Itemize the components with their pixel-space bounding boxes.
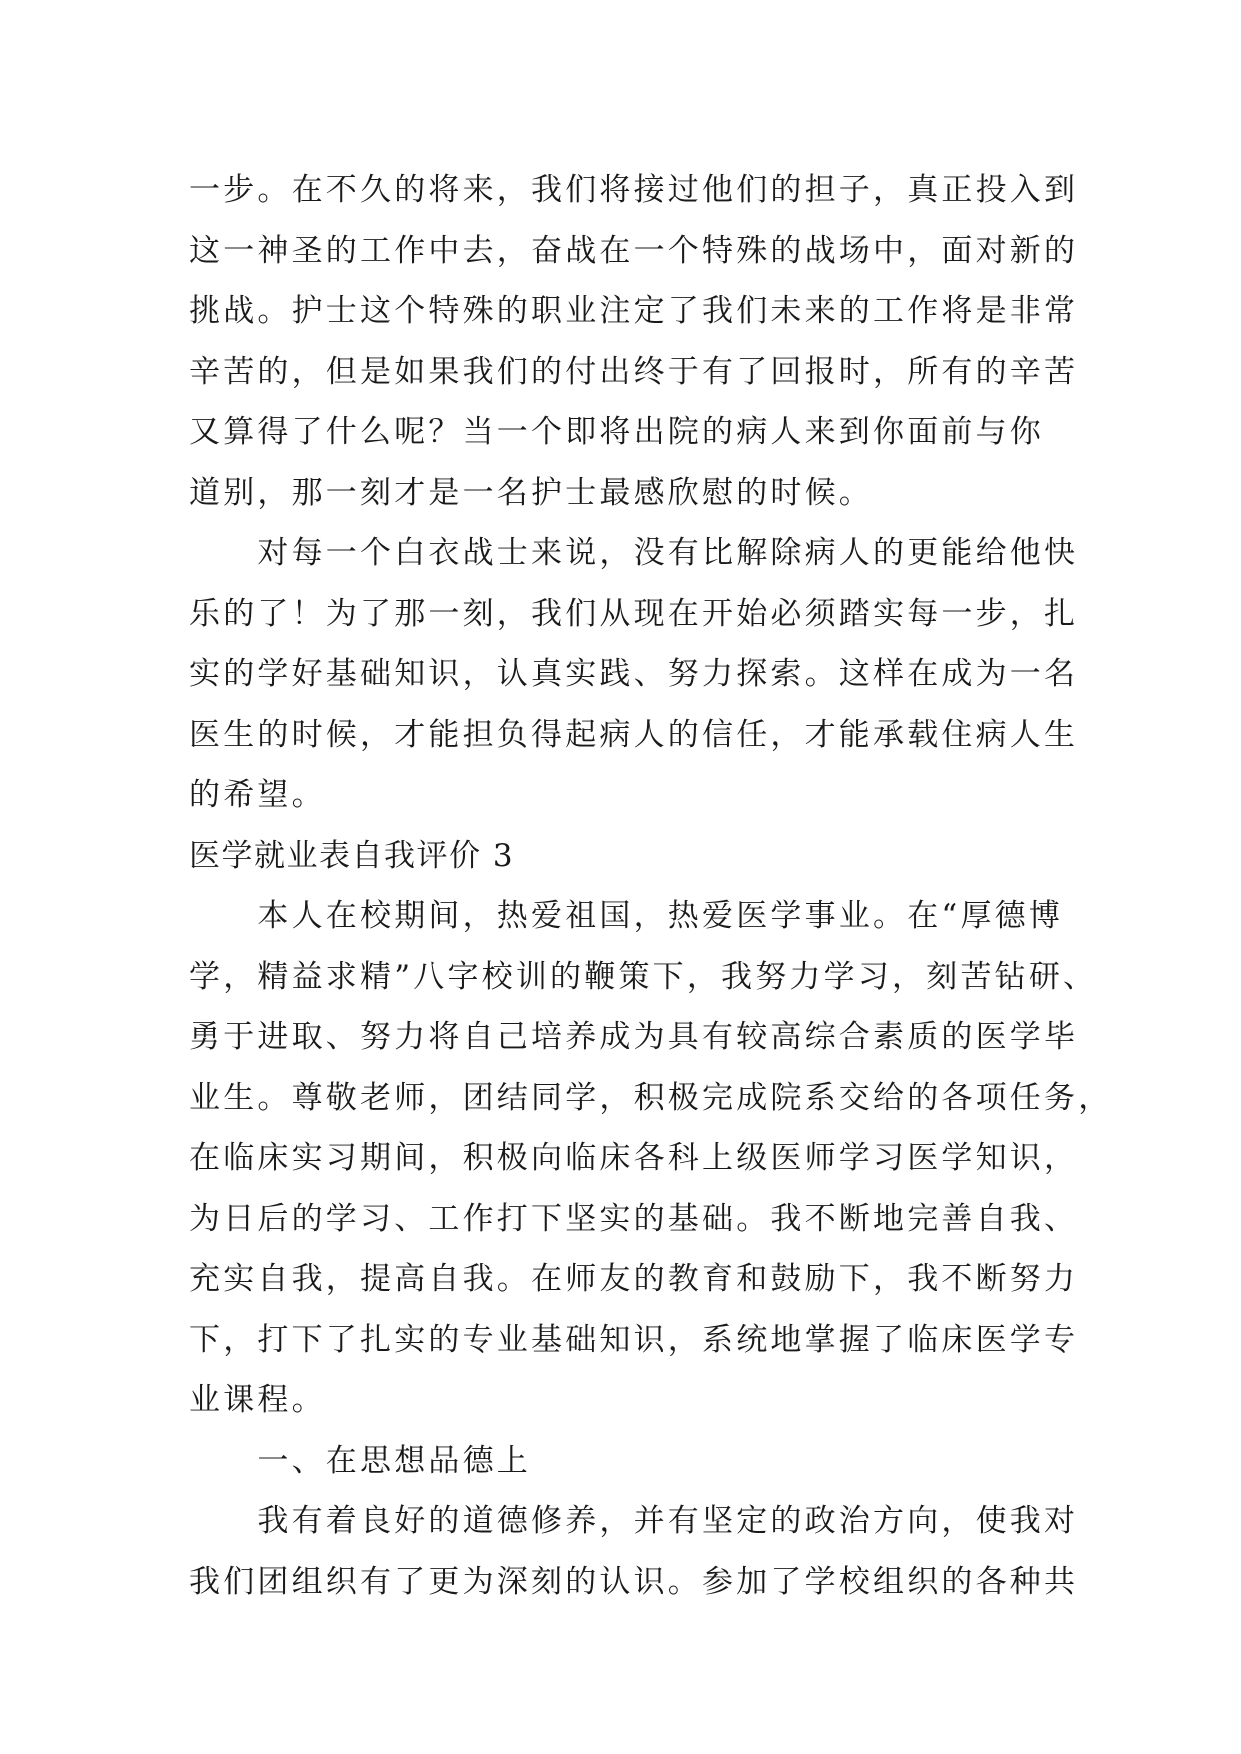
text-line: 对每一个白衣战士来说，没有比解除病人的更能给他快 [189,535,1079,571]
text-line: 充实自我，提高自我。在师友的教育和鼓励下，我不断努力 [189,1261,1079,1297]
text-line: 在临床实习期间，积极向临床各科上级医师学习医学知识， [189,1140,1079,1176]
text-line: 又算得了什么呢？当一个即将出院的病人来到你面前与你 [189,414,1044,450]
text-line: 实的学好基础知识，认真实践、努力探索。这样在成为一名 [189,656,1079,692]
text-line: 医生的时候，才能担负得起病人的信任，才能承载住病人生 [189,716,1079,753]
text-line: 辛苦的，但是如果我们的付出终于有了回报时，所有的辛苦 [189,353,1079,390]
text-line: 业课程。 [189,1382,326,1418]
text-line: 乐的了！为了那一刻，我们从现在开始必须踏实每一步，扎 [189,595,1079,632]
document-page [189,160,1113,1612]
text-line: 本人在校期间，热爱祖国，热爱医学事业。在“厚德博 [189,898,1064,934]
section-heading [189,826,1059,887]
text-line: 这一神圣的工作中去，奋战在一个特殊的战场中，面对新的 [189,232,1079,269]
text-line: 道别，那一刻才是一名护士最感欣慰的时候。 [189,474,873,511]
text-line: 下，打下了扎实的专业基础知识，系统地掌握了临床医学专 [189,1321,1079,1358]
text-line: 挑战。护士这个特殊的职业注定了我们未来的工作将是非常 [189,293,1079,329]
paragraph-white-coat [189,523,1079,826]
paragraph-moral-character [189,1491,1079,1612]
subsection-heading [189,1431,1059,1492]
text-line: 业生。尊敬老师，团结同学，积极完成院系交给的各项任务， [189,1079,1113,1116]
section-title: 医学就业表自我评价 3 [189,837,515,874]
text-line: 一步。在不久的将来，我们将接过他们的担子，真正投入到 [189,172,1079,208]
text-line: 学，精益求精”八字校训的鞭策下，我努力学习，刻苦钻研、 [189,958,1098,995]
text-line: 我有着良好的道德修养，并有坚定的政治方向，使我对 [189,1503,1079,1539]
text-line: 勇于进取、努力将自己培养成为具有较高综合素质的医学毕 [189,1019,1079,1055]
text-line: 的希望。 [189,777,326,813]
subsection-title: 一、在思想品德上 [189,1442,531,1479]
paragraph-self-evaluation [189,886,1113,1431]
text-line: 我们团组织有了更为深刻的认识。参加了学校组织的各种共 [189,1563,1079,1600]
paragraph-continuation [189,160,1079,523]
text-line: 为日后的学习、工作打下坚实的基础。我不断地完善自我、 [189,1200,1079,1237]
